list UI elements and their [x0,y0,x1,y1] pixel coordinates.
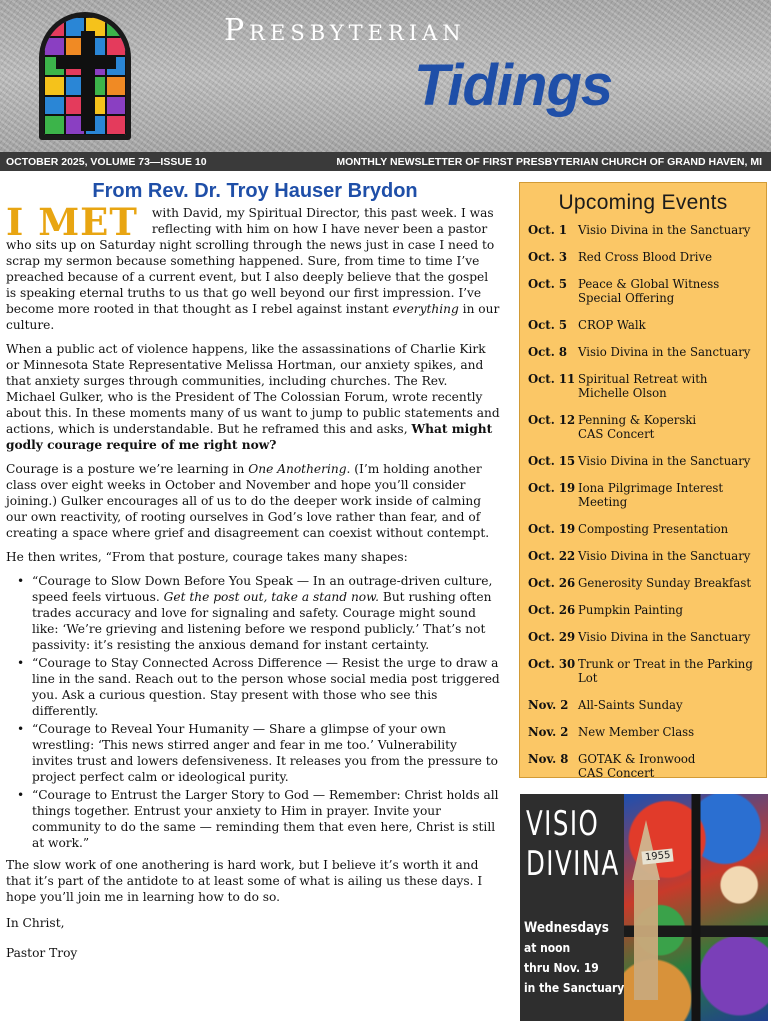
masthead-title-main: Tidings [414,53,613,118]
letter-signature: Pastor Troy [6,946,78,960]
list-item: • “Courage to Entrust the Larger Story to God — Remember: Christ holds all things together. Entrust your anxiety to Him in prayer. Invite your community to do the same — reminding them that even here, Christ is still at work.” [32,787,500,851]
event-name: CROP Walk [578,318,646,332]
event-date: Oct. 8 [528,345,567,359]
stained-glass-window-image [624,794,768,1021]
event-date: Oct. 11 [528,372,576,386]
event-date: Oct. 19 [528,481,576,495]
event-row [528,345,766,359]
issue-info-bar [0,152,771,171]
visio-title: VISIO DIVINA [526,804,620,884]
newsletter-tagline: MONTHLY NEWSLETTER OF FIRST PRESBYTERIAN CHURCH OF GRAND HAVEN, MI [336,155,762,168]
event-name: Visio Divina in the Sanctuary [578,223,751,237]
event-row [528,481,766,509]
event-name: Spiritual Retreat with Michelle Olson [578,372,708,400]
drop-cap: I MET [6,200,138,244]
event-name: Trunk or Treat in the Parking Lot [578,657,753,685]
event-name: Red Cross Blood Drive [578,250,713,264]
visio-divina-ad [520,794,768,1021]
letter-paragraph-3: Courage is a posture we’re learning in One Anothering. (I’m holding another class over eight weeks in October and November and hope you’ll consider joining.) Gulker encourages all of us to do the deeper work inside of calming our own reactivity, of rooting ourselves in God’s love rather than fear, and of creating a space where grief and disagreement can coexist without contempt. [6,462,490,540]
event-name: New Member Class [578,725,695,739]
event-name: Iona Pilgrimage Interest Meeting [578,481,724,509]
event-row [528,522,766,536]
visio-schedule: Wednesdays at noon thru Nov. 19 in the Sanctuary [524,920,625,995]
event-date: Oct. 5 [528,318,567,332]
issue-label: OCTOBER 2025, VOLUME 73—ISSUE 10 [6,155,207,168]
event-row [528,630,766,644]
event-date: Oct. 1 [528,223,567,237]
masthead-title-top: Presbyterian [224,13,466,48]
event-row [528,318,766,332]
event-date: Oct. 26 [528,576,576,590]
event-row [528,223,766,237]
event-row [528,603,766,617]
event-date: Oct. 19 [528,522,576,536]
window-plaque: 1955 [641,848,674,864]
list-item: • “Courage to Reveal Your Humanity — Share a glimpse of your own wrestling: ‘This news stirred anger and fear in me too.’ Vulnerability invites trust and lowers defensiveness. It releases you from the pressure to project perfect calm or ideological purity. [32,721,500,785]
masthead [0,0,771,152]
event-date: Oct. 15 [528,454,576,468]
event-name: Composting Presentation [578,522,729,536]
letter-paragraph-2: When a public act of violence happens, like the assassinations of Charlie Kirk or Minnesota State Representative Melissa Hortman, our anxiety spikes, and that anxiety surges through communities, including churches. The Rev. Michael Gulker, who is the President of The Colossian Forum, wrote recently about this. In these moments many of us want to jump to public statements and actions, which is understandable. But he reframed this and asks, What might godly courage require of me right now? [6,342,500,452]
list-item: • “Courage to Stay Connected Across Difference — Resist the urge to draw a line in the sand. Reach out to the person whose social media post triggered you. Ask a curious question. Stay present with those who see this differently. [32,655,500,719]
letter-paragraph-4: He then writes, “From that posture, courage takes many shapes: [6,550,408,564]
event-name: GOTAK & Ironwood CAS Concert [578,752,696,780]
event-row [528,372,766,400]
event-row [528,576,766,590]
courage-list [6,573,500,851]
event-list [520,223,766,780]
event-date: Nov. 8 [528,752,569,766]
event-name: Generosity Sunday Breakfast [578,576,752,590]
upcoming-events-box [519,182,767,778]
event-name: Pumpkin Painting [578,603,684,617]
events-title: Upcoming Events [558,191,728,214]
event-name: Visio Divina in the Sanctuary [578,345,751,359]
event-row [528,698,766,712]
event-date: Oct. 5 [528,277,567,291]
event-name: Visio Divina in the Sanctuary [578,454,751,468]
event-row [528,725,766,739]
event-date: Oct. 3 [528,250,567,264]
event-name: Visio Divina in the Sanctuary [578,630,751,644]
letter-closing: In Christ, [6,916,65,930]
church-logo [39,12,131,140]
event-date: Nov. 2 [528,725,569,739]
event-row [528,549,766,563]
event-row [528,454,766,468]
event-name: Peace & Global Witness Special Offering [578,277,720,305]
event-row [528,277,766,305]
event-name: Penning & Koperski CAS Concert [578,413,697,441]
event-date: Oct. 29 [528,630,576,644]
event-date: Oct. 22 [528,549,576,563]
event-date: Nov. 2 [528,698,569,712]
event-name: All-Saints Sunday [578,698,683,712]
event-row [528,752,766,780]
event-row [528,250,766,264]
letter-heading: From Rev. Dr. Troy Hauser Brydon [92,180,418,202]
event-name: Visio Divina in the Sanctuary [578,549,751,563]
stained-glass-cross-icon [44,17,126,135]
event-row [528,657,766,685]
letter-paragraph-1: I MET with David, my Spiritual Director, this past week. I was reflecting with him on how I have never been a pastor who sits up on Saturday night scrolling through the news just in case I need to scrap my sermon because something happened. Sure, from time to time I’ve preached because of a current event, but I also deeply believe that the gospel is speaking eternal truths to us that go well beyond our first impression. I’ve become more rooted in that thought as I rebel against instant everything in our culture. [6,200,500,332]
event-date: Oct. 30 [528,657,576,671]
event-date: Oct. 12 [528,413,576,427]
letter-paragraph-5: The slow work of one anothering is hard work, but I believe it’s worth it and that it’s part of the antidote to at least some of what is ailing us these days. I hope you’ll join me in learning how to do so. [6,858,483,904]
pastor-letter [6,180,500,961]
event-date: Oct. 26 [528,603,576,617]
event-row [528,413,766,441]
list-item: • “Courage to Slow Down Before You Speak — In an outrage-driven culture, speed feels virtuous. Get the post out, take a stand now. But rushing often trades accuracy and love for signaling and safety. Courage might sound like: ‘We’re grieving and listening before we respond publicly.’ That’s not passivity: it’s resisting the anxious demand for instant certainty. [32,573,500,653]
